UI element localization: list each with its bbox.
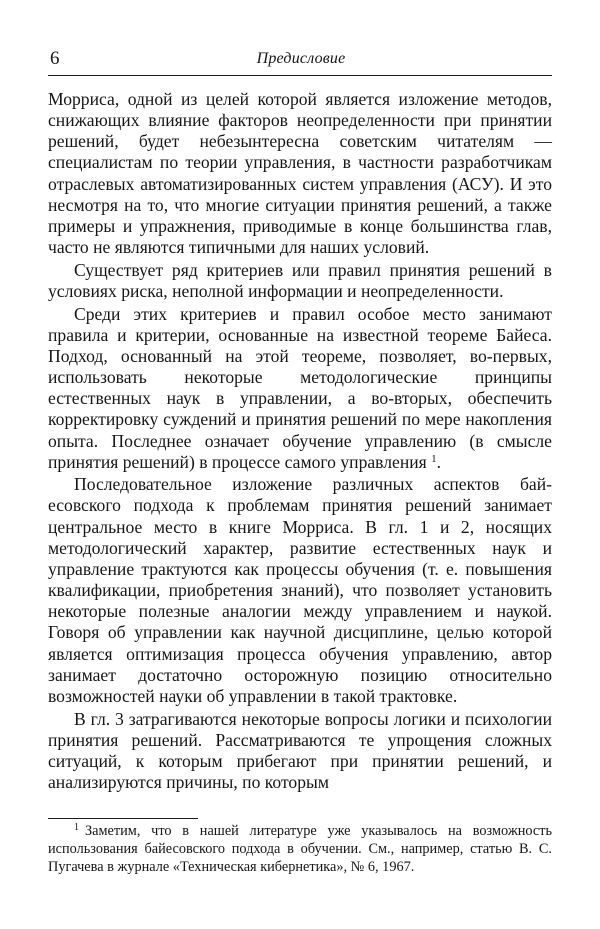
page-number: 6 (50, 48, 60, 69)
footnote-paragraph (48, 822, 552, 877)
paragraph-5: В гл. 3 затрагиваются некоторые вопросы логики и психологии принятия решений. Рассматриваются те упрощения сложных ситуаций, к которым прибегают при принятии решений, и анализируются причины, по которым (48, 708, 552, 792)
footnote-text: Заметим, что в нашей литературе уже указывалось на возможность использования байесовского подхода в обучении. См., например, статью В. С. Пугачева в журнале «Техническая кибернетика», № 6, 1967. (48, 823, 552, 876)
paragraph-4: Последовательное изложение различных аспектов байесовского подхода к проблемам принятия решений занимает центральное место в книге Морриса. В гл. 1 и 2, носящих методологический характер, развитие естественных наук и управление трактуются как процессы обучения (т. е. повышения квалификации, приобретения знаний), что позволяет установить некоторые полезные аналогии между управлением и наукой. Говоря об управлении как научной дисциплине, целью которой является оптимизация процесса обучения управлению, автор занимает достаточно осторожную позицию относительно возможностей науки об управлении в такой трактовке. (48, 474, 552, 706)
footnote-marker: 1 (74, 822, 79, 833)
footnote (48, 822, 552, 877)
paragraph-3 (48, 304, 552, 473)
paragraph-2: Существует ряд критериев или правил принятия решений в условиях риска, неполной информации и неопределенности. (48, 259, 552, 301)
footnote-rule (48, 818, 198, 819)
paragraph-1: Морриса, одной из целей которой является изложение методов, снижающих влияние факторов неопределенности при принятии решений, будет небезынтересна советским читателям — специалистам по теории управления, в частности разработчикам отраслевых автоматизированных систем управления (АСУ). И это несмотря на то, что многие ситуации принятия решений, а также примеры и упражнения, приводимые в конце большинства глав, часто не являются типичными для наших условий. (48, 89, 552, 258)
header-rule (48, 75, 552, 76)
body-text (48, 89, 552, 795)
paragraph-3-period: . (436, 451, 442, 472)
paragraph-3-text: Среди этих критериев и правил особое место занимают правила и критерии, основанные на известной теореме Байеса. Подход, основанный на этой теореме, позволяет, во-первых, использовать некоторые методологические принципы естественных наук в управлении, а во-вторых, обеспечить корректировку суждений и принятия решений по мере накопления опыта. Последнее означает обучение управлению (в смысле принятия решений) в процессе самого управления (48, 303, 552, 472)
running-title: Предисловие (256, 50, 346, 67)
running-head (50, 46, 552, 74)
footnote-reference[interactable]: 1 (431, 452, 437, 465)
